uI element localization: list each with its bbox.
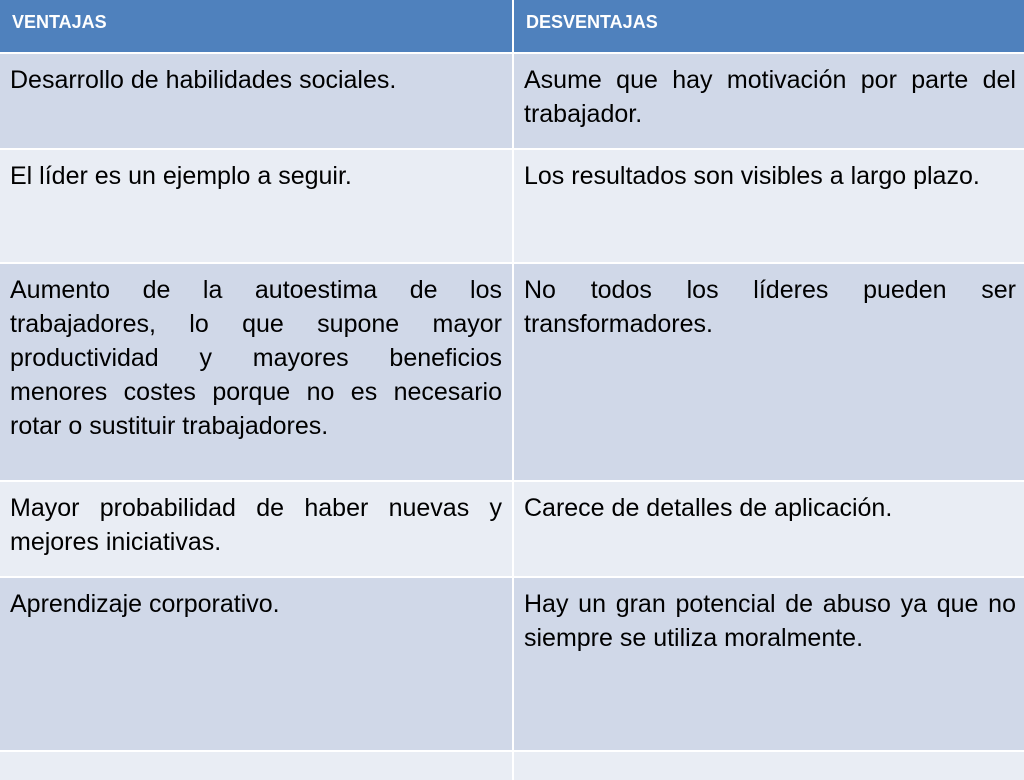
table-row-6-desventaja	[514, 752, 1024, 780]
cell-text: Asume que hay motivación por parte del trabajador.	[524, 66, 1016, 128]
table-row-5-desventaja	[514, 578, 1024, 750]
header-ventajas: VENTAJAS	[0, 0, 512, 52]
table-row-5-ventaja	[0, 578, 512, 750]
cell-text-line-1: Aumento de la autoestima de los trabajadores, lo que supone mayor productividad y mayores beneficios	[10, 276, 502, 372]
cell-text-line-2: menores costes porque no es necesario rotar o sustituir trabajadores.	[10, 378, 502, 440]
table-row-4-desventaja	[514, 482, 1024, 576]
table-row-1-desventaja	[514, 54, 1024, 148]
cell-text: Desarrollo de habilidades sociales.	[10, 66, 397, 94]
table-row-3-desventaja	[514, 264, 1024, 480]
cell-text: Carece de detalles de aplicación.	[524, 494, 893, 522]
header-desventajas: DESVENTAJAS	[514, 0, 1024, 52]
cell-text: El líder es un ejemplo a seguir.	[10, 162, 352, 190]
cell-text: Mayor probabilidad de haber nuevas y mejores iniciativas.	[10, 494, 502, 556]
table-row-6-ventaja	[0, 752, 512, 780]
cell-text: Hay un gran potencial de abuso ya que no siempre se utiliza moralmente.	[524, 590, 1016, 652]
table-row-3-ventaja	[0, 264, 512, 480]
table-row-2-ventaja	[0, 150, 512, 262]
table-row-2-desventaja	[514, 150, 1024, 262]
cell-text: No todos los líderes pueden ser transformadores.	[524, 276, 1016, 338]
table-row-1-ventaja	[0, 54, 512, 148]
table-row-4-ventaja	[0, 482, 512, 576]
cell-text: Los resultados son visibles a largo plazo.	[524, 162, 980, 190]
cell-text: Aprendizaje corporativo.	[10, 590, 280, 618]
